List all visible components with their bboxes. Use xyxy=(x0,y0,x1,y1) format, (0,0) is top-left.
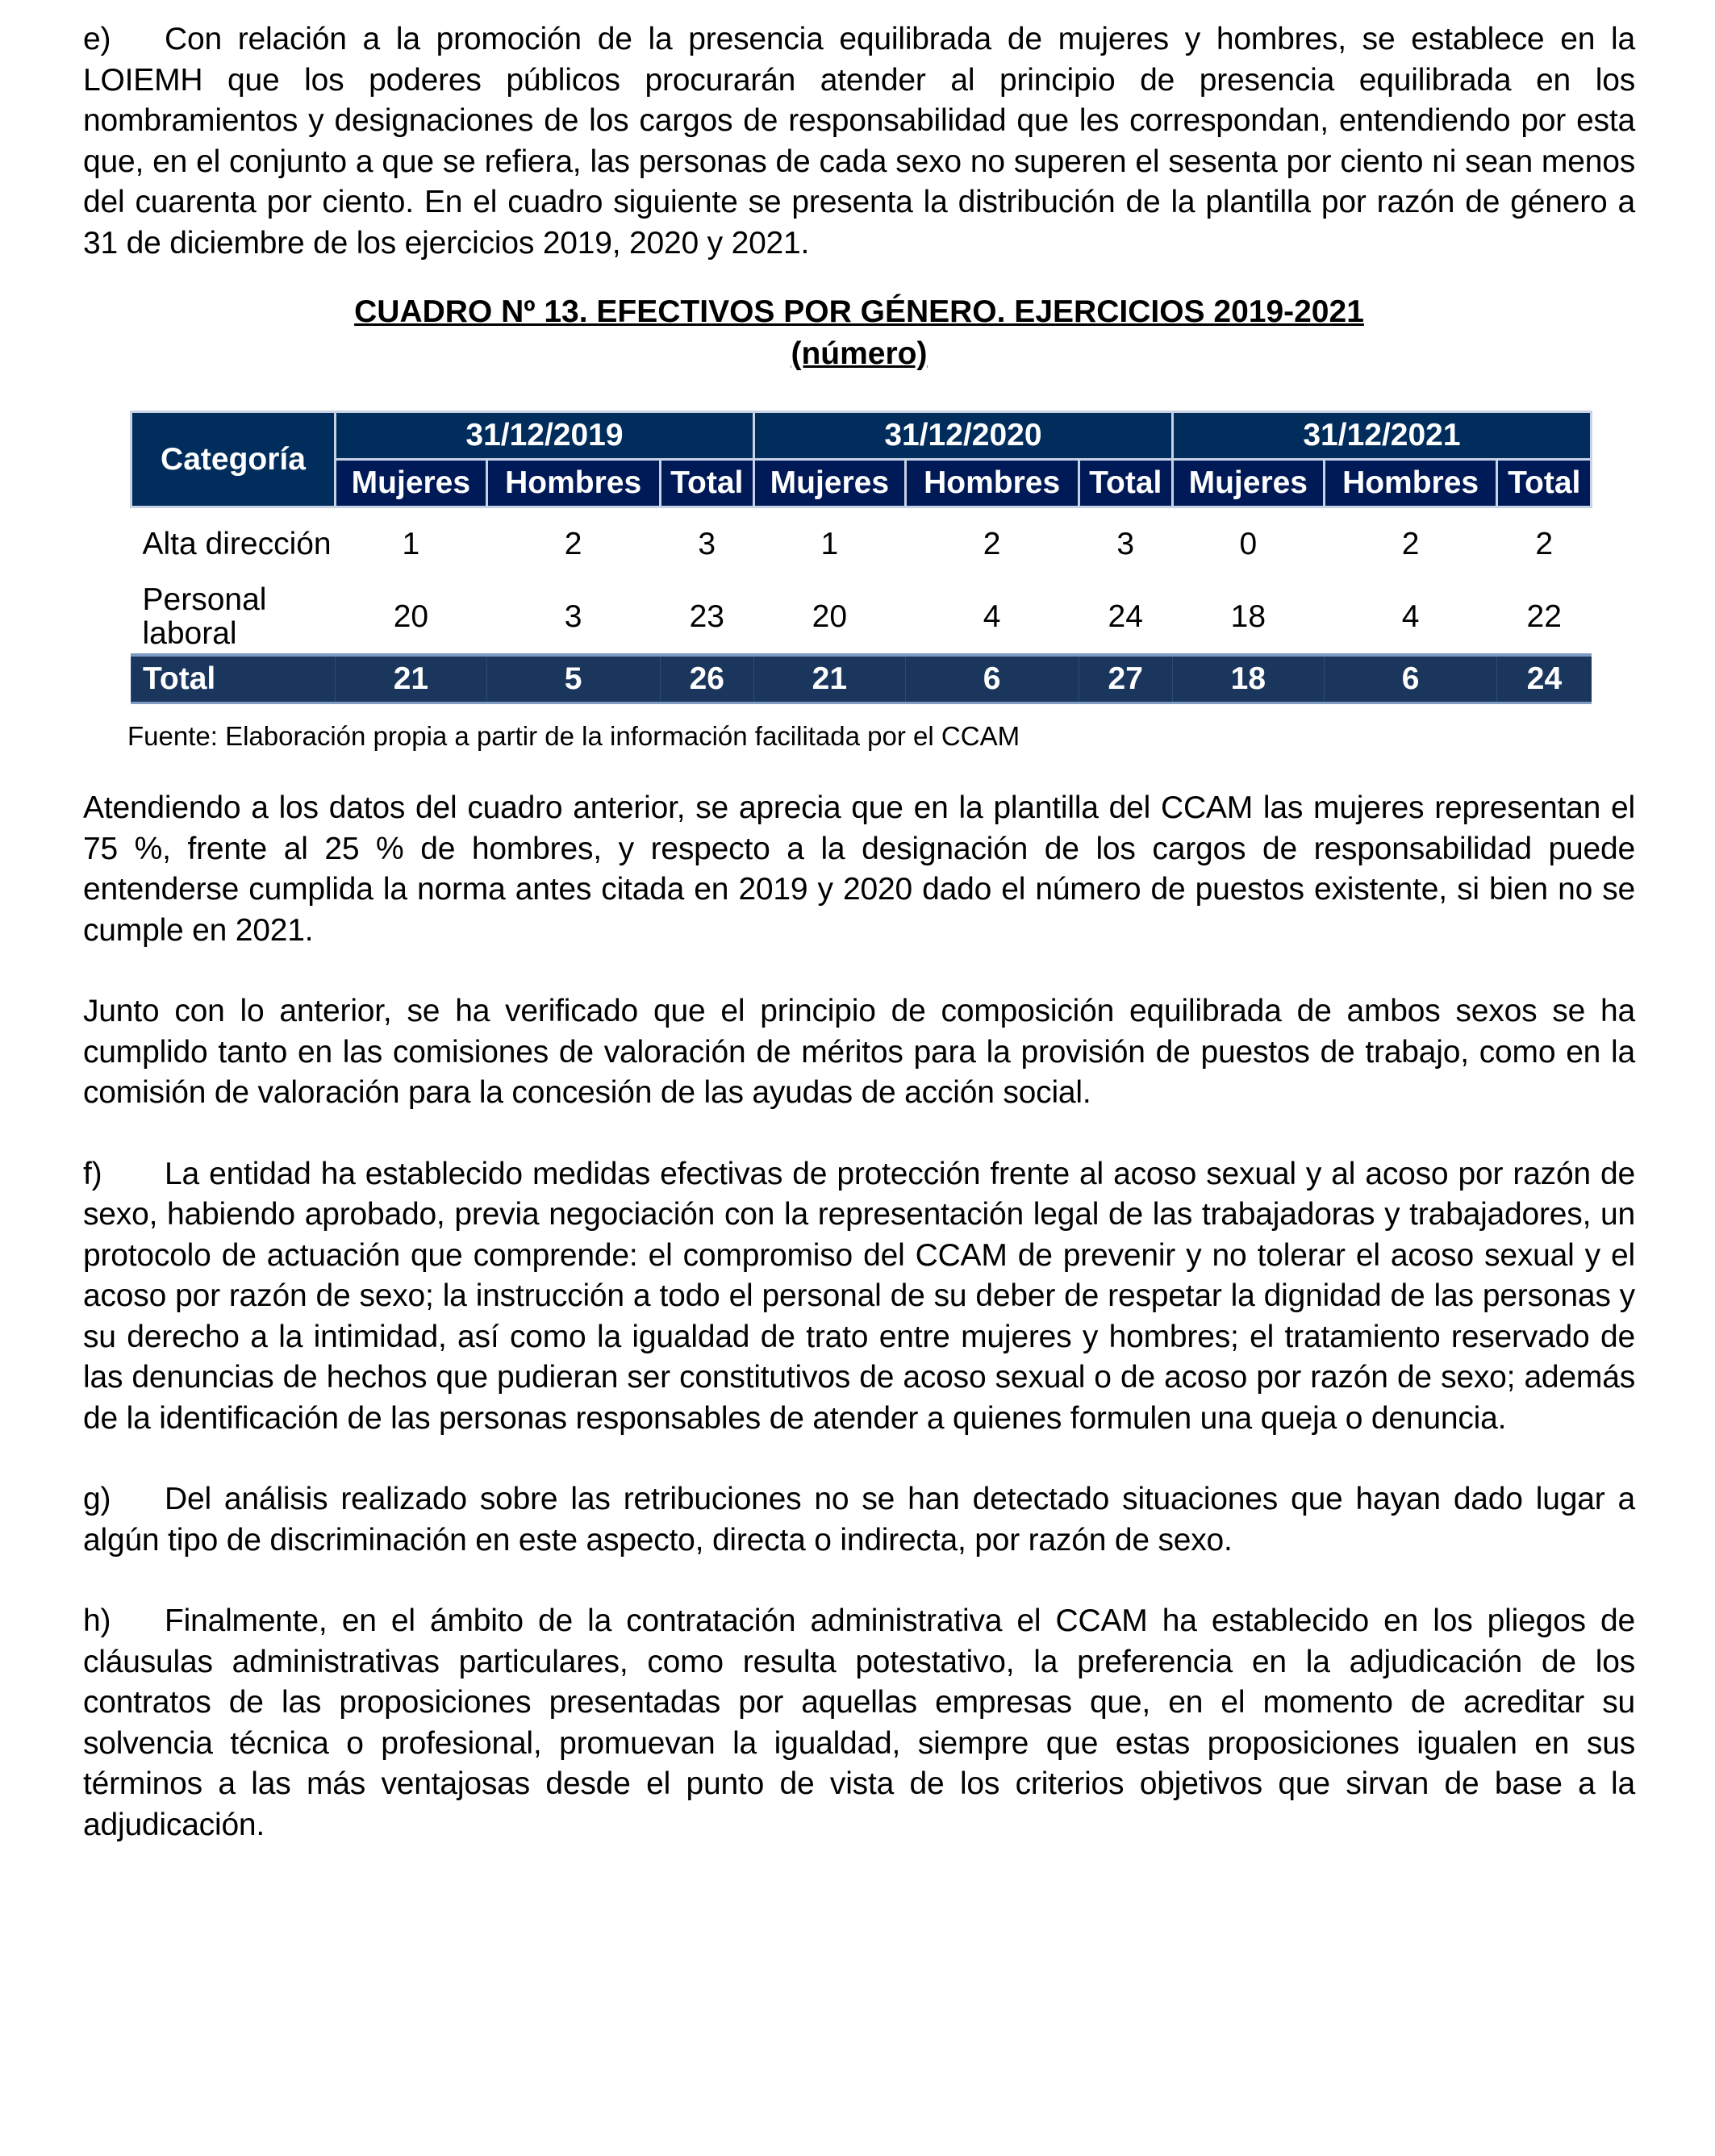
table-subtitle: (número) xyxy=(791,336,928,371)
table-cell: 20 xyxy=(812,599,848,634)
table-cell: 6 xyxy=(905,655,1079,703)
column-header-period: 31/12/2019 xyxy=(336,412,754,460)
staff-by-gender-table xyxy=(130,411,1592,704)
paragraph-label: g) xyxy=(83,1482,111,1516)
table-cell: 2 xyxy=(564,527,582,561)
table-caption xyxy=(83,291,1635,375)
table-cell: 0 xyxy=(1239,527,1258,561)
table-cell: 2 xyxy=(1401,527,1420,561)
table-cell: 2 xyxy=(1535,527,1554,561)
document-page xyxy=(83,19,1635,1845)
table-cell: 3 xyxy=(564,599,582,634)
paragraph-text: La entidad ha establecido medidas efectivas de protección frente al acoso sexual y al acoso por razón de sexo, habiendo aprobado, previa negociación con la representación legal de las trabajadoras y trabajadores, un protocolo de actuación que comprende: el compromiso del CCAM de prevenir y no tolerar el acoso sexual y el acoso por razón de sexo; la instrucción a todo el personal de su deber de respetar la dignidad de las personas y su derecho a la intimidad, así como la igualdad de trato entre mujeres y hombres; el tratamiento reservado de las denuncias de hechos que pudieran ser constitutivos de acoso sexual o de acoso por razón de sexo; además de la identificación de las personas responsables de atender a quienes formulen una queja o denuncia. xyxy=(83,1156,1635,1436)
paragraph-label: e) xyxy=(83,22,111,56)
paragraph-text: Con relación a la promoción de la presencia equilibrada de mujeres y hombres, se establece en la LOIEMH que los poderes públicos procurarán atender al principio de presencia equilibrada en los nombramientos y designaciones de los cargos de responsabilidad que les correspondan, entendiendo por esta que, en el conjunto a que se refiera, las personas de cada sexo no superen el sesenta por ciento ni sean menos del cuarenta por ciento. En el cuadro siguiente se presenta la distribución de la plantilla por razón de género a 31 de diciembre de los ejercicios 2019, 2020 y 2021. xyxy=(83,22,1635,261)
table-cell: 27 xyxy=(1079,655,1172,703)
table-cell: 5 xyxy=(486,655,660,703)
paragraph-g xyxy=(83,1479,1635,1561)
column-header-women: Mujeres xyxy=(336,460,487,507)
table-cell: 24 xyxy=(1497,655,1592,703)
table-cell: 3 xyxy=(1116,527,1135,561)
table-title: CUADRO Nº 13. EFECTIVOS POR GÉNERO. EJERCICIOS 2019-2021 xyxy=(354,294,1364,329)
column-header-period: 31/12/2020 xyxy=(753,412,1172,460)
table-cell: 22 xyxy=(1526,599,1562,634)
table-cell: 1 xyxy=(820,527,839,561)
table-row xyxy=(131,507,1592,582)
column-header-men: Hombres xyxy=(905,460,1079,507)
table-cell: 23 xyxy=(689,599,724,634)
paragraph-f xyxy=(83,1154,1635,1440)
column-header-women: Mujeres xyxy=(753,460,905,507)
table-cell: 4 xyxy=(983,599,1001,634)
table-cell: 20 xyxy=(393,599,429,634)
column-header-total: Total xyxy=(1079,460,1172,507)
paragraph-text: Del análisis realizado sobre las retribuciones no se han detectado situaciones que hayan dado lugar a algún tipo de discriminación en este aspecto, directa o indirecta, por razón de sexo. xyxy=(83,1482,1635,1558)
table-cell: 1 xyxy=(402,527,420,561)
table-cell: 3 xyxy=(698,527,716,561)
paragraph-e xyxy=(83,19,1635,264)
table-cell: 2 xyxy=(983,527,1001,561)
paragraph-label: h) xyxy=(83,1603,111,1638)
paragraph-label: f) xyxy=(83,1156,102,1191)
column-header-total: Total xyxy=(1497,460,1592,507)
column-header-total: Total xyxy=(660,460,753,507)
table-cell: 6 xyxy=(1324,655,1497,703)
table-cell: 21 xyxy=(336,655,487,703)
table-cell: 21 xyxy=(753,655,905,703)
paragraph-analysis: Atendiendo a los datos del cuadro anterior, se aprecia que en la plantilla del CCAM las mujeres representan el 75 %, frente al 25 % de hombres, y respecto a la designación de los cargos de responsabilidad puede entenderse cumplida la norma antes citada en 2019 y 2020 dado el número de puestos existente, si bien no se cumple en 2021. xyxy=(83,790,1635,948)
column-header-women: Mujeres xyxy=(1172,460,1324,507)
paragraph-committees: Junto con lo anterior, se ha verificado que el principio de composición equilibrada de ambos sexos se ha cumplido tanto en las comisiones de valoración de méritos para la provisión de puestos de trabajo, como en la comisión de valoración para la concesión de las ayudas de acción social. xyxy=(83,994,1635,1110)
column-header-category: Categoría xyxy=(131,412,336,507)
row-label: Total xyxy=(131,655,336,703)
row-label: Personal laboral xyxy=(142,582,267,651)
column-header-period: 31/12/2021 xyxy=(1172,412,1591,460)
table-row xyxy=(131,581,1592,655)
column-header-men: Hombres xyxy=(486,460,660,507)
paragraph-text: Finalmente, en el ámbito de la contratación administrativa el CCAM ha establecido en los pliegos de cláusulas administrativas particulares, como resulta potestativo, la preferencia en la adjudicación de los contratos de las proposiciones presentadas por aquellas empresas que, en el momento de acreditar su solvencia técnica o profesional, promuevan la igualdad, siempre que estas proposiciones igualen en sus términos a las más ventajosas desde el punto de vista de los criterios objetivos que sirvan de base a la adjudicación. xyxy=(83,1603,1635,1842)
column-header-men: Hombres xyxy=(1324,460,1497,507)
table-total-row xyxy=(131,655,1592,703)
table-cell: 26 xyxy=(660,655,753,703)
table-cell: 18 xyxy=(1230,599,1266,634)
table-source-note: Fuente: Elaboración propia a partir de la información facilitada por el CCAM xyxy=(127,721,1020,751)
table-cell: 24 xyxy=(1108,599,1143,634)
table-cell: 18 xyxy=(1172,655,1324,703)
paragraph-h xyxy=(83,1601,1635,1845)
table-cell: 4 xyxy=(1401,599,1420,634)
row-label: Alta dirección xyxy=(142,527,332,561)
